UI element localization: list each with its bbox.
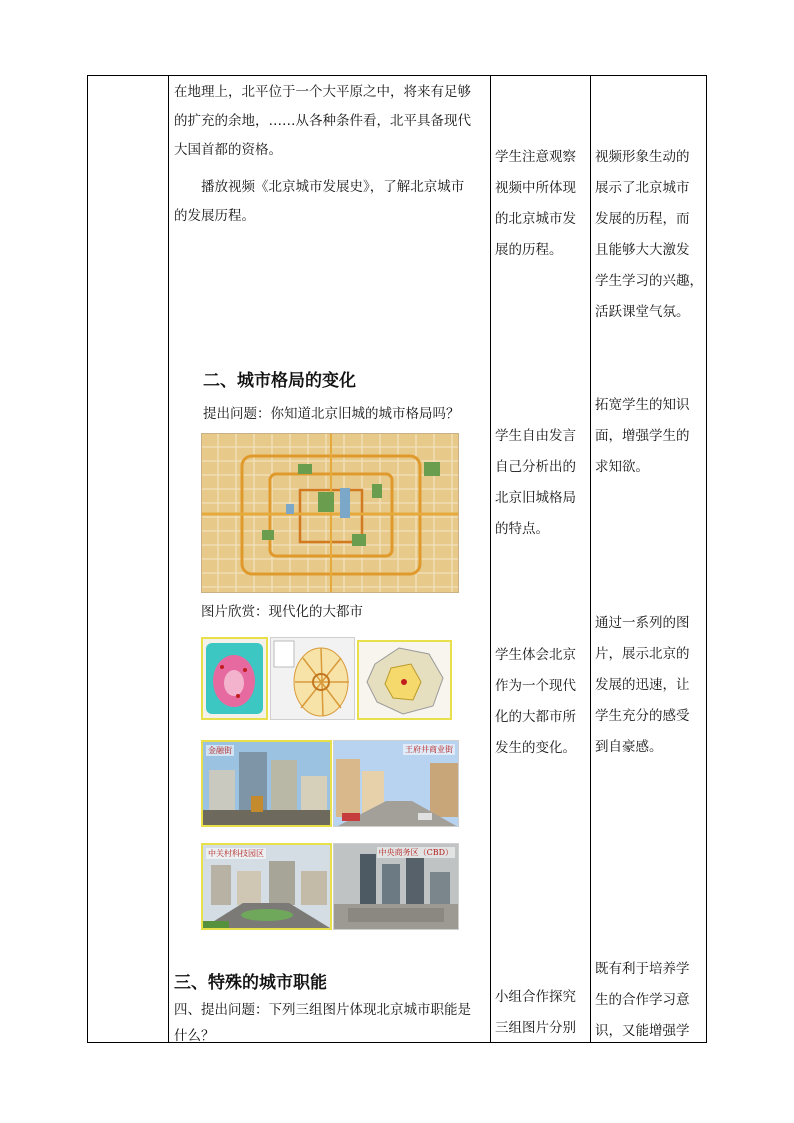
intro-paragraph: 在地理上，北平位于一个大平原之中，将来有足够 的扩充的余地，……从各种条件看，北平具备现代 大国首都的资格。	[174, 84, 471, 158]
regional-map-illustration	[359, 642, 450, 718]
image-caption: 图片欣赏：现代化的大都市	[201, 604, 363, 620]
zhongguancun-photo	[201, 843, 332, 930]
section-heading-2: 二、城市格局的变化	[203, 371, 356, 391]
wangfujing-photo	[333, 740, 459, 827]
city-layout-map-image	[270, 637, 355, 720]
old-city-map-image	[201, 433, 459, 593]
video-paragraph: 播放视频《北京城市发展史》，了解北京城市 的发展历程。	[174, 179, 465, 224]
regional-map-image	[357, 640, 452, 720]
financial-street-photo	[201, 740, 332, 827]
planning-map-illustration	[203, 639, 266, 718]
student-activity-1: 学生注意观察 视频中所体现 的北京城市发 展的历程。	[495, 149, 576, 258]
design-intent-2: 拓宽学生的知识 面，增强学生的 求知欲。	[595, 397, 690, 475]
zhongguancun-label: 中关村科技园区	[208, 849, 264, 858]
design-intent-4: 既有利于培养学 生的合作学习意 识，又能增强学	[595, 961, 690, 1039]
student-activity-3: 学生体会北京 作为一个现代 化的大都市所 发生的变化。	[495, 647, 576, 756]
design-intent-3: 通过一系列的图 片，展示北京的 发展的迅速，让 学生充分的感受 到自豪感。	[595, 615, 690, 755]
design-intent-1: 视频形象生动的 展示了北京城市 发展的历程，而 且能够大大激发 学生学习的兴趣， 活跃课堂气氛。	[595, 149, 703, 320]
map-illustration	[202, 434, 459, 593]
city-layout-map-illustration	[271, 638, 355, 720]
cbd-photo	[333, 843, 459, 930]
section-heading-3: 三、特殊的城市职能	[174, 973, 327, 993]
column-divider-2	[490, 76, 491, 1042]
student-activity-2: 学生自由发言 自己分析出的 北京旧城格局 的特点。	[495, 428, 576, 537]
wangfujing-label: 王府井商业街	[405, 745, 453, 754]
cbd-label: 中央商务区（CBD）	[378, 848, 453, 857]
question-4: 四、提出问题：下列三组图片体现北京城市职能是 什么？	[174, 1002, 471, 1044]
student-activity-4: 小组合作探究 三组图片分别	[495, 989, 576, 1036]
planning-map-image	[201, 637, 268, 720]
column-divider-3	[590, 76, 591, 1042]
column-divider-1	[168, 76, 169, 1042]
financial-street-label: 金融街	[208, 746, 232, 755]
question-2: 提出问题：你知道北京旧城的城市格局吗？	[203, 406, 460, 422]
